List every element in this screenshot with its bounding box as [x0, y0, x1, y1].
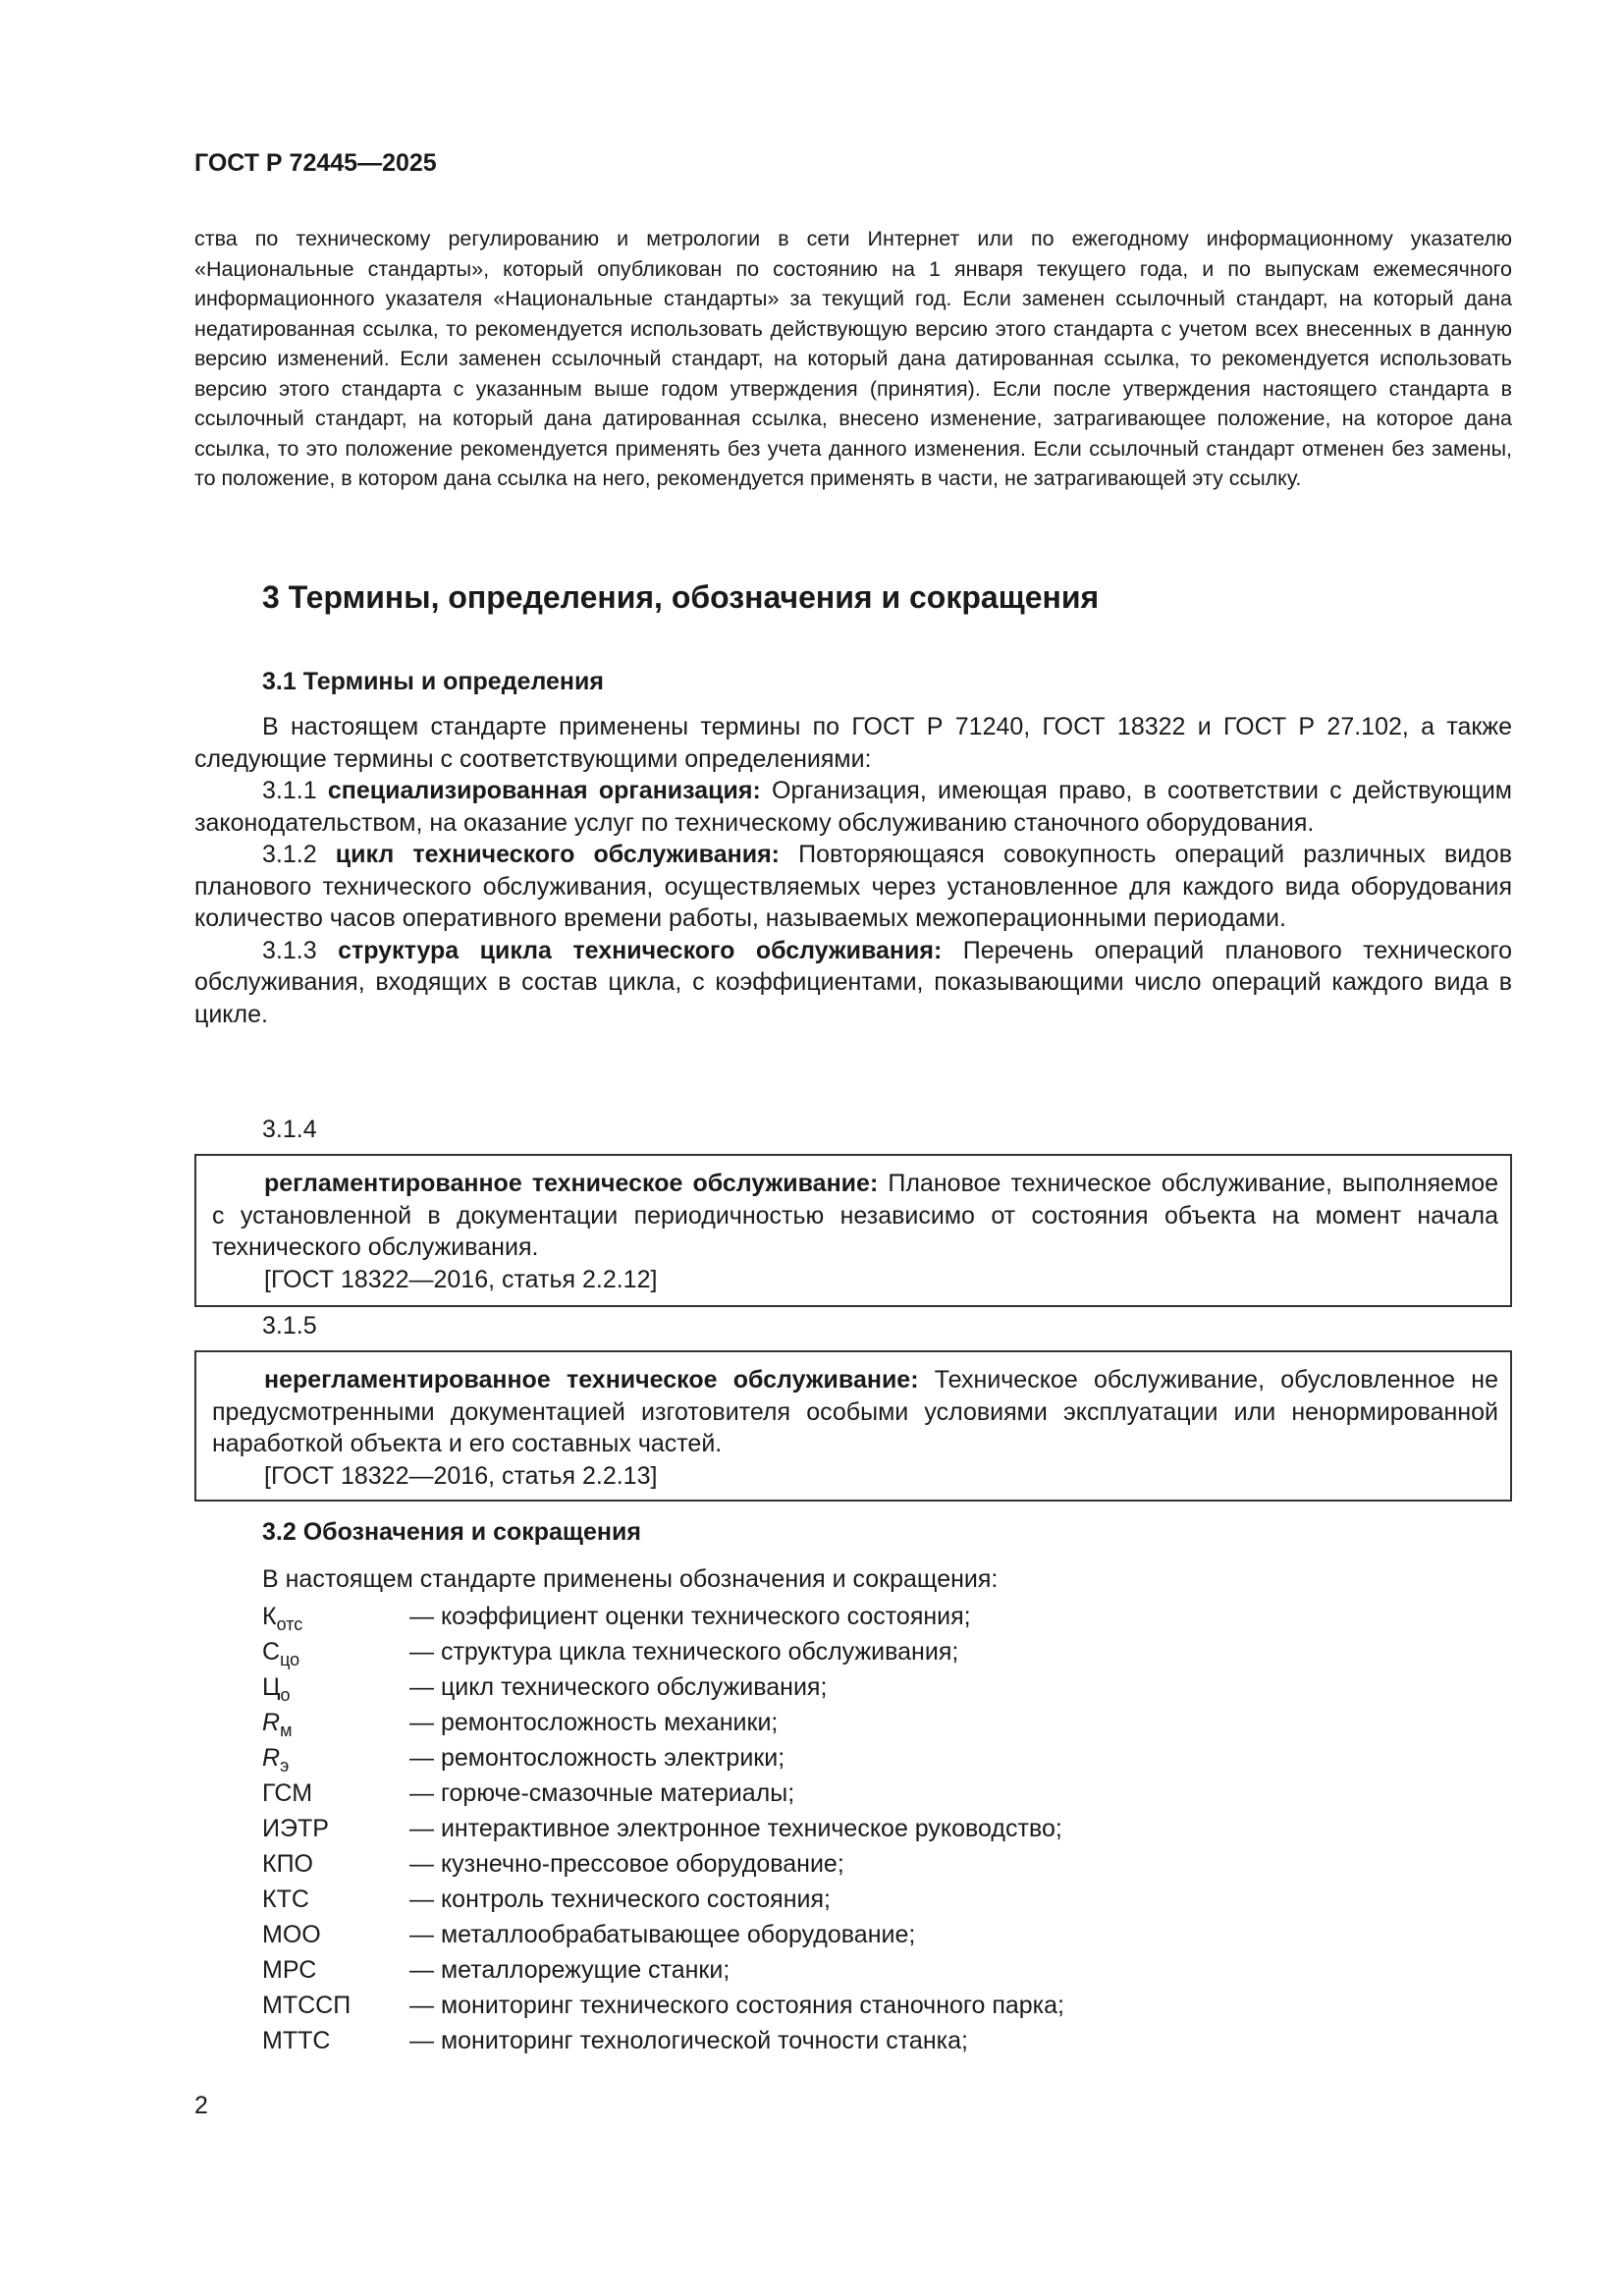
symbol-main: МРС: [262, 1956, 317, 1984]
abbreviation-symbol: [262, 1992, 409, 2020]
abbreviation-symbol: [262, 1779, 409, 1808]
term-number: 3.1.2: [262, 841, 317, 868]
term-name: регламентированное техническое обслуживание:: [264, 1170, 879, 1197]
section-3-2-title: 3.2 Обозначения и сокращения: [262, 1518, 641, 1546]
term-name: структура цикла технического обслуживания:: [338, 936, 943, 964]
term-source: [ГОСТ 18322—2016, статья 2.2.13]: [264, 1461, 658, 1490]
page-number: 2: [194, 2092, 208, 2119]
symbol-subscript: цо: [280, 1650, 300, 1669]
symbol-subscript: отс: [276, 1614, 303, 1634]
term-3-1-3: [194, 935, 1512, 1031]
symbol-main: К: [262, 1603, 277, 1630]
abbreviation-row: [262, 1673, 1064, 1709]
abbreviation-list: [262, 1603, 1064, 2062]
abbreviation-row: [262, 1850, 1064, 1886]
term-number: 3.1.1: [262, 777, 317, 804]
section-3-1-title: 3.1 Термины и определения: [262, 668, 604, 695]
abbreviation-row: [262, 1638, 1064, 1673]
symbol-main: Ц: [262, 1673, 281, 1701]
term-3-1-4-box: [194, 1154, 1512, 1307]
abbreviation-description: — структура цикла технического обслуживания;: [409, 1638, 959, 1666]
abbreviation-row: [262, 1779, 1064, 1815]
abbreviation-symbol: [262, 1815, 409, 1843]
abbreviation-description: — коэффициент оценки технического состояния;: [409, 1603, 971, 1630]
abbreviation-description: — ремонтосложность электрики;: [409, 1744, 785, 1772]
abbreviation-symbol: [262, 1603, 409, 1635]
symbol-main: R: [262, 1709, 281, 1736]
term-3-1-1: [194, 775, 1512, 839]
term-definition: Повторяющаяся совокупность операций различных видов планового технического обслуживания, осуществляемых через установленное для каждого вида оборудования количество часов оперативного времени работы, называемых межоперационными периодами.: [194, 841, 1512, 932]
abbreviation-row: [262, 1744, 1064, 1779]
symbol-main: ИЭТР: [262, 1815, 329, 1842]
term-definition: Техническое обслуживание, обусловленное не предусмотренными документацией изготовителя особыми условиями эксплуатации или ненормированной наработкой объекта и его составных частей.: [212, 1366, 1499, 1457]
symbol-main: R: [262, 1744, 281, 1772]
term-3-1-5-text: [212, 1364, 1498, 1460]
intro-paragraph: ства по техническому регулированию и метрологии в сети Интернет или по ежегодному информационному указателю «Национальные стандарты», который опубликован по состоянию на 1 января текущего года, и по выпускам ежемесячного информационного указателя «Национальные стандарты» за текущий год. Если заменен ссылочный стандарт, на который дана недатированная ссылка, то рекомендуется использовать действующую версию этого стандарта с учетом всех внесенных в данную версию изменений. Если заменен ссылочный стандарт, на который дана датированная ссылка, то рекомендуется использовать версию этого стандарта с указанным выше годом утверждения (принятия). Если после утверждения настоящего стандарта в ссылочный стандарт, на который дана датированная ссылка, внесено изменение, затрагивающее положение, на которое дана ссылка, то это положение рекомендуется применять без учета данного изменения. Если ссылочный стандарт отменен без замены, то положение, в котором дана ссылка на него, рекомендуется применять в части, не затрагивающей эту ссылку.: [194, 227, 1512, 490]
abbreviation-row: [262, 1815, 1064, 1850]
abbreviation-symbol: [262, 1850, 409, 1879]
term-3-1-5-number: 3.1.5: [262, 1312, 317, 1339]
abbreviation-row: [262, 2027, 1064, 2062]
term-3-1-2: [194, 839, 1512, 935]
symbol-main: КПО: [262, 1850, 313, 1878]
section-3-1-intro: В настоящем стандарте применены термины по ГОСТ Р 71240, ГОСТ 18322 и ГОСТ Р 27.102, а также следующие термины с соответствующими определениями:: [194, 713, 1512, 773]
term-source: [ГОСТ 18322—2016, статья 2.2.12]: [264, 1265, 658, 1293]
term-name: нерегламентированное техническое обслуживание:: [264, 1366, 919, 1394]
abbreviation-row: [262, 1956, 1064, 1992]
term-3-1-5-box: [194, 1350, 1512, 1502]
section-3-title: 3 Термины, определения, обозначения и сокращения: [262, 579, 1100, 615]
abbreviation-symbol: [262, 1886, 409, 1914]
symbol-main: ГСМ: [262, 1779, 313, 1807]
abbreviation-description: — ремонтосложность механики;: [409, 1709, 779, 1736]
abbreviation-description: — горюче-смазочные материалы;: [409, 1779, 795, 1807]
term-definition: Перечень операций планового технического обслуживания, входящих в состав цикла, с коэффициентами, показывающими число операций каждого вида в цикле.: [194, 936, 1512, 1028]
section-3-1-body: [194, 711, 1512, 1030]
abbreviation-row: [262, 1992, 1064, 2027]
abbreviation-row: [262, 1603, 1064, 1638]
abbreviation-description: — контроль технического состояния;: [409, 1886, 831, 1913]
abbreviation-symbol: [262, 1673, 409, 1706]
term-name: цикл технического обслуживания:: [335, 841, 781, 868]
abbreviation-row: [262, 1709, 1064, 1744]
abbreviation-symbol: [262, 1921, 409, 1949]
term-number: 3.1.3: [262, 936, 317, 964]
symbol-subscript: м: [280, 1721, 293, 1740]
term-name: специализированная организация:: [327, 777, 761, 804]
symbol-main: КТС: [262, 1886, 309, 1913]
term-3-1-4-number: 3.1.4: [262, 1116, 317, 1143]
symbol-subscript: о: [280, 1685, 291, 1705]
symbol-subscript: э: [280, 1756, 290, 1776]
section-3-2-intro: В настоящем стандарте применены обозначения и сокращения:: [262, 1565, 999, 1593]
symbol-main: МОО: [262, 1921, 321, 1948]
abbreviation-description: — мониторинг технического состояния станочного парка;: [409, 1992, 1065, 2019]
term-definition: Плановое техническое обслуживание, выполняемое с установленной в документации периодичностью независимо от состояния объекта на момент начала технического обслуживания.: [212, 1170, 1499, 1261]
abbreviation-symbol: [262, 1709, 409, 1741]
term-definition: Организация, имеющая право, в соответствии с действующим законодательством, на оказание услуг по техническому обслуживанию станочного оборудования.: [194, 777, 1512, 837]
abbreviation-symbol: [262, 2027, 409, 2055]
term-3-1-4-text: [212, 1168, 1498, 1264]
abbreviation-symbol: [262, 1638, 409, 1670]
abbreviation-symbol: [262, 1744, 409, 1777]
abbreviation-description: — металлорежущие станки;: [409, 1956, 730, 1984]
symbol-main: МТТС: [262, 2027, 331, 2054]
abbreviation-description: — цикл технического обслуживания;: [409, 1673, 828, 1701]
abbreviation-symbol: [262, 1956, 409, 1985]
abbreviation-description: — мониторинг технологической точности станка;: [409, 2027, 968, 2054]
abbreviation-description: — металлообрабатывающее оборудование;: [409, 1921, 916, 1948]
abbreviation-description: — кузнечно-прессовое оборудование;: [409, 1850, 844, 1878]
page-header: ГОСТ Р 72445—2025: [194, 149, 437, 177]
symbol-main: МТССП: [262, 1992, 352, 2019]
symbol-main: С: [262, 1638, 281, 1666]
abbreviation-description: — интерактивное электронное техническое руководство;: [409, 1815, 1062, 1842]
abbreviation-row: [262, 1886, 1064, 1921]
abbreviation-row: [262, 1921, 1064, 1956]
